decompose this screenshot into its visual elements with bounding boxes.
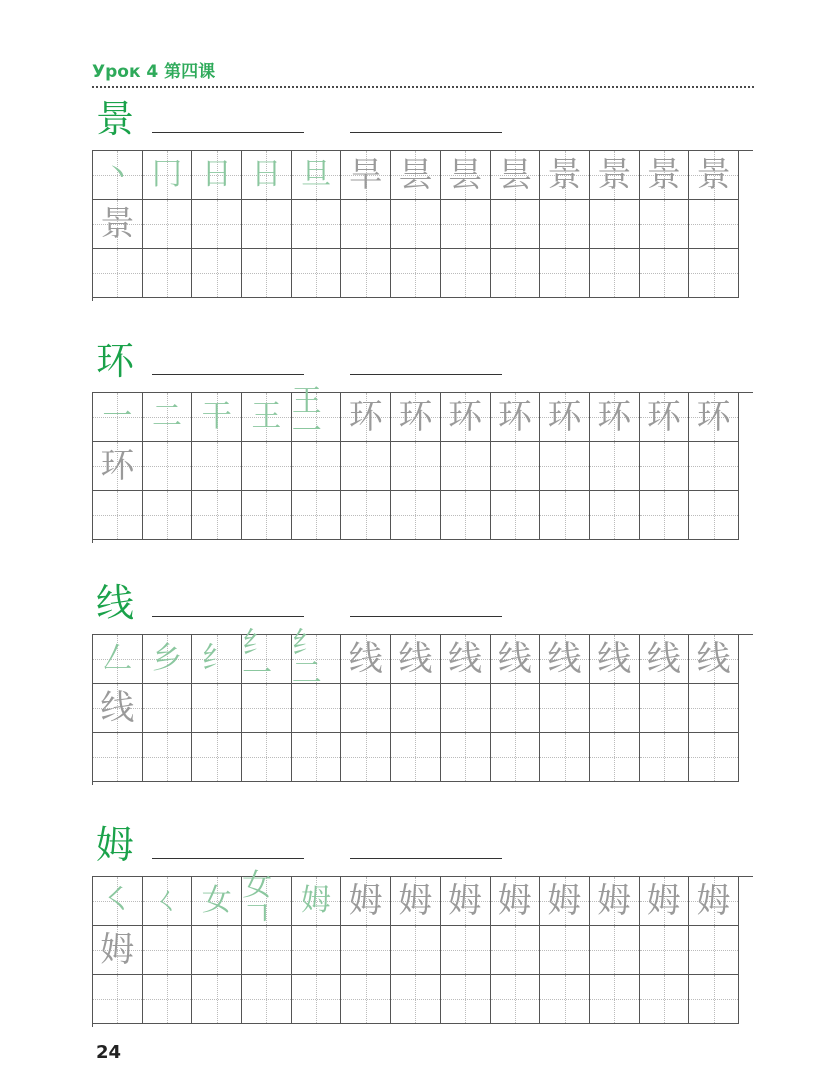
page-number: 24 xyxy=(96,1042,122,1063)
grid-cell[interactable] xyxy=(391,877,441,926)
stroke-order-glyph: 景 xyxy=(547,155,582,195)
grid-cell[interactable] xyxy=(640,877,690,926)
grid-cell[interactable] xyxy=(242,200,292,249)
writing-grid xyxy=(92,150,753,301)
grid-cell[interactable] xyxy=(143,926,193,975)
stroke-order-glyph: 二 xyxy=(152,399,183,434)
grid-row xyxy=(93,491,753,540)
grid-cell[interactable] xyxy=(689,249,739,298)
grid-cell[interactable] xyxy=(590,635,640,684)
grid-cell[interactable] xyxy=(242,926,292,975)
writing-grid xyxy=(92,626,753,785)
grid-cell[interactable] xyxy=(242,868,292,933)
grid-cell[interactable] xyxy=(292,926,342,975)
answer-blank[interactable] xyxy=(152,858,304,859)
stroke-order-glyph: 王一 xyxy=(291,384,322,449)
stroke-order-glyph: 环 xyxy=(597,397,632,437)
stroke-order-glyph: 环 xyxy=(696,397,731,437)
grid-cell[interactable] xyxy=(93,684,143,733)
answer-blank[interactable] xyxy=(350,858,502,859)
grid-cell[interactable] xyxy=(93,151,143,200)
grid-row xyxy=(93,926,753,975)
grid-cell[interactable] xyxy=(341,877,391,926)
grid-cell[interactable] xyxy=(192,393,242,442)
grid-cell[interactable] xyxy=(292,491,342,540)
grid-cell[interactable] xyxy=(292,733,342,782)
grid-cell[interactable] xyxy=(590,393,640,442)
grid-cell[interactable] xyxy=(192,877,242,926)
stroke-order-glyph: 昙 xyxy=(398,155,433,195)
answer-blank[interactable] xyxy=(350,616,502,617)
model-character: 姆 xyxy=(96,823,135,867)
grid-cell[interactable] xyxy=(192,249,242,298)
stroke-order-glyph: 女 xyxy=(201,883,232,918)
grid-cell[interactable] xyxy=(689,684,739,733)
grid-row xyxy=(93,249,753,298)
stroke-order-glyph: 姆 xyxy=(547,881,582,921)
grid-cell[interactable] xyxy=(491,491,541,540)
stroke-order-glyph: ㄑ xyxy=(152,883,183,918)
grid-cell[interactable] xyxy=(590,684,640,733)
model-character: 线 xyxy=(96,581,135,625)
grid-row xyxy=(93,200,753,249)
grid-cell[interactable] xyxy=(341,684,391,733)
grid-cell[interactable] xyxy=(143,393,193,442)
grid-cell[interactable] xyxy=(143,877,193,926)
grid-cell[interactable] xyxy=(689,733,739,782)
trace-glyph: 姆 xyxy=(100,930,135,970)
stroke-order-glyph: 景 xyxy=(646,155,681,195)
grid-cell[interactable] xyxy=(143,635,193,684)
grid-cell[interactable] xyxy=(441,635,491,684)
grid-row xyxy=(93,868,753,933)
stroke-order-glyph: 乡 xyxy=(152,641,183,676)
grid-cell[interactable] xyxy=(441,926,491,975)
grid-cell[interactable] xyxy=(242,975,292,1024)
grid-cell[interactable] xyxy=(689,975,739,1024)
stroke-order-glyph: 环 xyxy=(646,397,681,437)
grid-cell[interactable] xyxy=(491,249,541,298)
grid-cell[interactable] xyxy=(391,684,441,733)
grid-cell[interactable] xyxy=(590,200,640,249)
grid-row xyxy=(93,442,753,491)
grid-cell[interactable] xyxy=(292,200,342,249)
lesson-title: Урок 4 第四课 xyxy=(92,62,216,82)
grid-cell[interactable] xyxy=(441,442,491,491)
grid-cell[interactable] xyxy=(540,926,590,975)
stroke-order-glyph: 线 xyxy=(497,639,532,679)
stroke-order-glyph: 旱 xyxy=(348,155,383,195)
grid-cell[interactable] xyxy=(689,393,739,442)
grid-cell[interactable] xyxy=(491,877,541,926)
character-section xyxy=(92,96,754,244)
grid-cell[interactable] xyxy=(540,491,590,540)
stroke-order-glyph: 纟 xyxy=(201,641,232,676)
grid-cell[interactable] xyxy=(341,491,391,540)
grid-cell[interactable] xyxy=(292,151,342,200)
grid-cell[interactable] xyxy=(540,877,590,926)
stroke-order-glyph: 线 xyxy=(348,639,383,679)
grid-cell[interactable] xyxy=(491,393,541,442)
stroke-order-glyph: 景 xyxy=(696,155,731,195)
stroke-order-glyph: 𠃋 xyxy=(102,641,133,676)
grid-cell[interactable] xyxy=(391,151,441,200)
grid-cell[interactable] xyxy=(391,491,441,540)
grid-cell[interactable] xyxy=(590,926,640,975)
answer-blank[interactable] xyxy=(350,132,502,133)
grid-cell[interactable] xyxy=(242,626,292,691)
grid-cell[interactable] xyxy=(93,393,143,442)
grid-cell[interactable] xyxy=(192,635,242,684)
grid-cell[interactable] xyxy=(540,733,590,782)
grid-cell[interactable] xyxy=(689,877,739,926)
grid-cell[interactable] xyxy=(540,975,590,1024)
grid-cell[interactable] xyxy=(391,200,441,249)
writing-grid xyxy=(92,868,753,1027)
stroke-order-glyph: 线 xyxy=(398,639,433,679)
grid-cell[interactable] xyxy=(391,635,441,684)
stroke-order-glyph: 干 xyxy=(201,399,232,434)
grid-cell[interactable] xyxy=(491,684,541,733)
grid-cell[interactable] xyxy=(441,877,491,926)
grid-cell[interactable] xyxy=(341,249,391,298)
grid-cell[interactable] xyxy=(291,626,342,691)
grid-cell[interactable] xyxy=(689,491,739,540)
grid-cell[interactable] xyxy=(540,684,590,733)
stroke-order-glyph: 丶 xyxy=(102,157,133,192)
grid-cell[interactable] xyxy=(640,975,690,1024)
stroke-order-glyph: 环 xyxy=(348,397,383,437)
stroke-order-glyph: 景 xyxy=(597,155,632,195)
grid-row xyxy=(93,975,753,1024)
grid-cell[interactable] xyxy=(491,200,541,249)
grid-cell[interactable] xyxy=(192,442,242,491)
stroke-order-glyph: 环 xyxy=(398,397,433,437)
stroke-order-glyph: 姆 xyxy=(301,883,332,918)
stroke-order-glyph: 环 xyxy=(547,397,582,437)
grid-cell[interactable] xyxy=(192,975,242,1024)
grid-row xyxy=(93,733,753,782)
grid-cell[interactable] xyxy=(441,151,491,200)
lesson-header xyxy=(92,60,754,88)
stroke-order-glyph: 环 xyxy=(497,397,532,437)
grid-cell[interactable] xyxy=(441,491,491,540)
grid-cell[interactable] xyxy=(192,151,242,200)
grid-cell[interactable] xyxy=(143,442,193,491)
grid-cell[interactable] xyxy=(292,877,342,926)
stroke-order-glyph: 纟一 xyxy=(242,626,273,691)
grid-cell[interactable] xyxy=(242,151,292,200)
grid-cell[interactable] xyxy=(491,733,541,782)
stroke-order-glyph: 女𠃍 xyxy=(242,868,273,933)
grid-cell[interactable] xyxy=(689,926,739,975)
stroke-order-glyph: 一 xyxy=(102,399,133,434)
grid-cell[interactable] xyxy=(689,442,739,491)
grid-cell[interactable] xyxy=(391,733,441,782)
stroke-order-glyph: 日 xyxy=(201,157,232,192)
character-title-row xyxy=(92,580,754,630)
grid-cell[interactable] xyxy=(292,684,342,733)
grid-cell[interactable] xyxy=(292,975,342,1024)
grid-cell[interactable] xyxy=(640,491,690,540)
grid-cell[interactable] xyxy=(143,200,193,249)
stroke-order-glyph: 姆 xyxy=(646,881,681,921)
trace-glyph: 环 xyxy=(100,446,135,486)
grid-cell[interactable] xyxy=(242,249,292,298)
grid-row xyxy=(93,626,753,691)
stroke-order-glyph: 姆 xyxy=(398,881,433,921)
stroke-order-glyph: 姆 xyxy=(497,881,532,921)
grid-cell[interactable] xyxy=(640,733,690,782)
grid-cell[interactable] xyxy=(143,151,193,200)
stroke-order-glyph: 线 xyxy=(646,639,681,679)
grid-cell[interactable] xyxy=(540,393,590,442)
grid-cell[interactable] xyxy=(441,684,491,733)
grid-cell[interactable] xyxy=(242,393,292,442)
stroke-order-glyph: 姆 xyxy=(597,881,632,921)
character-title-row xyxy=(92,338,754,388)
grid-cell[interactable] xyxy=(590,877,640,926)
grid-cell[interactable] xyxy=(640,926,690,975)
grid-cell[interactable] xyxy=(341,926,391,975)
character-section xyxy=(92,580,754,728)
grid-cell[interactable] xyxy=(590,733,640,782)
stroke-order-glyph: 线 xyxy=(547,639,582,679)
grid-cell[interactable] xyxy=(640,442,690,491)
grid-cell[interactable] xyxy=(540,442,590,491)
grid-cell[interactable] xyxy=(93,733,143,782)
grid-cell[interactable] xyxy=(192,733,242,782)
grid-cell[interactable] xyxy=(242,733,292,782)
grid-cell[interactable] xyxy=(242,442,292,491)
grid-row xyxy=(93,151,753,200)
grid-cell[interactable] xyxy=(143,684,193,733)
stroke-order-glyph: 旦 xyxy=(301,157,332,192)
grid-cell[interactable] xyxy=(640,393,690,442)
character-title-row xyxy=(92,96,754,146)
grid-cell[interactable] xyxy=(540,249,590,298)
grid-cell[interactable] xyxy=(391,393,441,442)
stroke-order-glyph: 环 xyxy=(448,397,483,437)
grid-cell[interactable] xyxy=(491,442,541,491)
grid-cell[interactable] xyxy=(640,635,690,684)
grid-cell[interactable] xyxy=(590,249,640,298)
grid-cell[interactable] xyxy=(192,491,242,540)
grid-cell[interactable] xyxy=(93,877,143,926)
trace-glyph: 线 xyxy=(100,688,135,728)
grid-cell[interactable] xyxy=(640,151,690,200)
grid-cell[interactable] xyxy=(93,491,143,540)
grid-cell[interactable] xyxy=(491,975,541,1024)
grid-cell[interactable] xyxy=(590,442,640,491)
grid-cell[interactable] xyxy=(441,975,491,1024)
grid-cell[interactable] xyxy=(192,684,242,733)
answer-blank[interactable] xyxy=(152,132,304,133)
stroke-order-glyph: 冂 xyxy=(152,157,183,192)
grid-row xyxy=(93,384,753,449)
grid-cell[interactable] xyxy=(242,684,292,733)
grid-cell[interactable] xyxy=(143,249,193,298)
model-character: 环 xyxy=(96,339,135,383)
grid-cell[interactable] xyxy=(93,200,143,249)
stroke-order-glyph: 姆 xyxy=(696,881,731,921)
answer-blank[interactable] xyxy=(152,616,304,617)
grid-cell[interactable] xyxy=(590,975,640,1024)
grid-cell[interactable] xyxy=(93,635,143,684)
grid-cell[interactable] xyxy=(93,249,143,298)
grid-cell[interactable] xyxy=(143,491,193,540)
grid-cell[interactable] xyxy=(491,635,541,684)
stroke-order-glyph: 线 xyxy=(696,639,731,679)
stroke-order-glyph: 昙 xyxy=(497,155,532,195)
stroke-order-glyph: 姆 xyxy=(448,881,483,921)
grid-cell[interactable] xyxy=(640,200,690,249)
grid-cell[interactable] xyxy=(341,975,391,1024)
stroke-order-glyph: 日 xyxy=(251,157,282,192)
grid-cell[interactable] xyxy=(491,926,541,975)
grid-cell[interactable] xyxy=(143,975,193,1024)
grid-cell[interactable] xyxy=(93,926,143,975)
grid-cell[interactable] xyxy=(192,926,242,975)
grid-cell[interactable] xyxy=(640,684,690,733)
grid-cell[interactable] xyxy=(689,151,739,200)
grid-cell[interactable] xyxy=(640,249,690,298)
grid-cell[interactable] xyxy=(540,151,590,200)
grid-cell[interactable] xyxy=(391,249,441,298)
grid-cell[interactable] xyxy=(689,635,739,684)
grid-cell[interactable] xyxy=(341,151,391,200)
grid-cell[interactable] xyxy=(341,635,391,684)
grid-cell[interactable] xyxy=(291,384,342,449)
character-section xyxy=(92,338,754,486)
grid-cell[interactable] xyxy=(391,975,441,1024)
grid-cell[interactable] xyxy=(441,733,491,782)
grid-cell[interactable] xyxy=(292,442,342,491)
grid-cell[interactable] xyxy=(341,442,391,491)
grid-cell[interactable] xyxy=(689,200,739,249)
answer-blank[interactable] xyxy=(350,374,502,375)
grid-cell[interactable] xyxy=(292,249,342,298)
grid-cell[interactable] xyxy=(391,926,441,975)
character-section xyxy=(92,822,754,970)
stroke-order-glyph: 姆 xyxy=(348,881,383,921)
grid-cell[interactable] xyxy=(192,200,242,249)
grid-cell[interactable] xyxy=(242,491,292,540)
grid-cell[interactable] xyxy=(590,151,640,200)
stroke-order-glyph: ㇛ xyxy=(102,883,133,918)
grid-cell[interactable] xyxy=(391,442,441,491)
model-character: 景 xyxy=(96,97,135,141)
grid-cell[interactable] xyxy=(540,200,590,249)
grid-cell[interactable] xyxy=(491,151,541,200)
stroke-order-glyph: 线 xyxy=(597,639,632,679)
trace-glyph: 景 xyxy=(100,204,135,244)
grid-cell[interactable] xyxy=(341,733,391,782)
grid-cell[interactable] xyxy=(540,635,590,684)
grid-row xyxy=(93,684,753,733)
grid-cell[interactable] xyxy=(441,200,491,249)
stroke-order-glyph: 昙 xyxy=(448,155,483,195)
stroke-order-glyph: 线 xyxy=(448,639,483,679)
stroke-order-glyph: 王 xyxy=(251,399,282,434)
grid-cell[interactable] xyxy=(93,975,143,1024)
grid-cell[interactable] xyxy=(341,200,391,249)
character-title-row xyxy=(92,822,754,872)
grid-cell[interactable] xyxy=(93,442,143,491)
grid-cell[interactable] xyxy=(590,491,640,540)
stroke-order-glyph: 纟二 xyxy=(291,626,322,691)
grid-cell[interactable] xyxy=(441,249,491,298)
answer-blank[interactable] xyxy=(152,374,304,375)
grid-cell[interactable] xyxy=(441,393,491,442)
grid-cell[interactable] xyxy=(143,733,193,782)
grid-cell[interactable] xyxy=(341,393,391,442)
writing-grid xyxy=(92,384,753,543)
